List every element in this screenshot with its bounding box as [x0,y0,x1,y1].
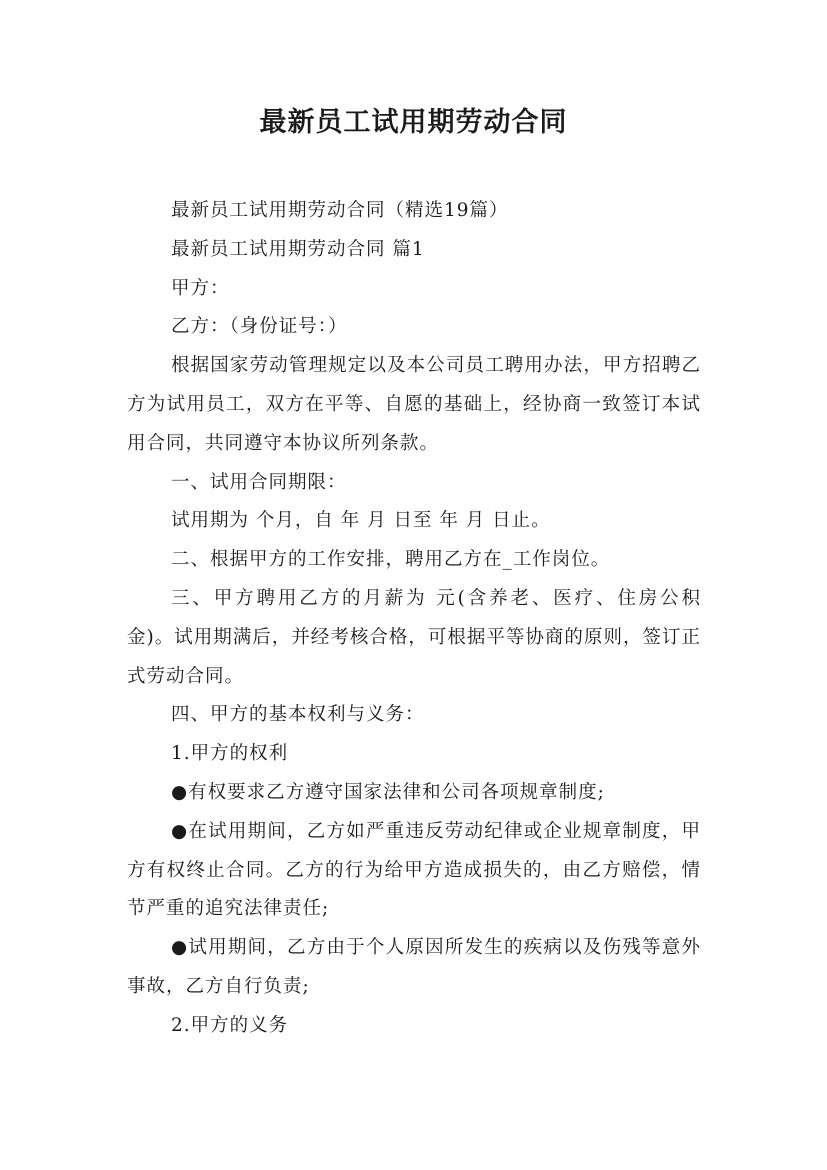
paragraph-party-b: 乙方：（身份证号：） [171,316,348,338]
paragraph-right-bullet-1: ●有权要求乙方遵守国家法律和公司各项规章制度; [171,781,605,803]
paragraph-clause-4-heading: 四、甲方的基本权利与义务： [171,704,425,726]
paragraph-clause-1-heading: 一、试用合同期限： [171,471,347,493]
document-body [127,192,701,1046]
paragraph-clause-1-text: 试用期为 个月，自 年 月 日至 年 月 日止。 [171,510,551,532]
paragraph-party-a-duties-heading: 2.甲方的义务 [171,1014,289,1036]
paragraph-section-heading: 最新员工试用期劳动合同 篇1 [171,238,425,260]
document-title: 最新员工试用期劳动合同 [259,107,568,138]
paragraph-right-bullet-3: ●试用期间，乙方由于个人原因所发生的疾病以及伤残等意外事故，乙方自行负责; [127,937,701,997]
paragraph-party-a: 甲方： [171,277,230,299]
paragraph-clause-3: 三、甲方聘用乙方的月薪为 元(含养老、医疗、住房公积金)。试用期满后，并经考核合格，可根据平等协商的原则，签订正式劳动合同。 [127,587,701,687]
paragraph-right-bullet-2: ●在试用期间，乙方如严重违反劳动纪律或企业规章制度，甲方有权终止合同。乙方的行为给甲方造成损失的，由乙方赔偿，情节严重的追究法律责任; [127,820,701,920]
paragraph-party-a-rights-heading: 1.甲方的权利 [171,743,289,765]
paragraph-collection-title: 最新员工试用期劳动合同（精选19篇） [171,200,509,221]
paragraph-clause-2: 二、根据甲方的工作安排，聘用乙方在_工作岗位。 [171,549,611,571]
paragraph-preamble: 根据国家劳动管理规定以及本公司员工聘用办法，甲方招聘乙方为试用员工，双方在平等、自愿的基础上，经协商一致签订本试用合同，共同遵守本协议所列条款。 [127,355,701,454]
